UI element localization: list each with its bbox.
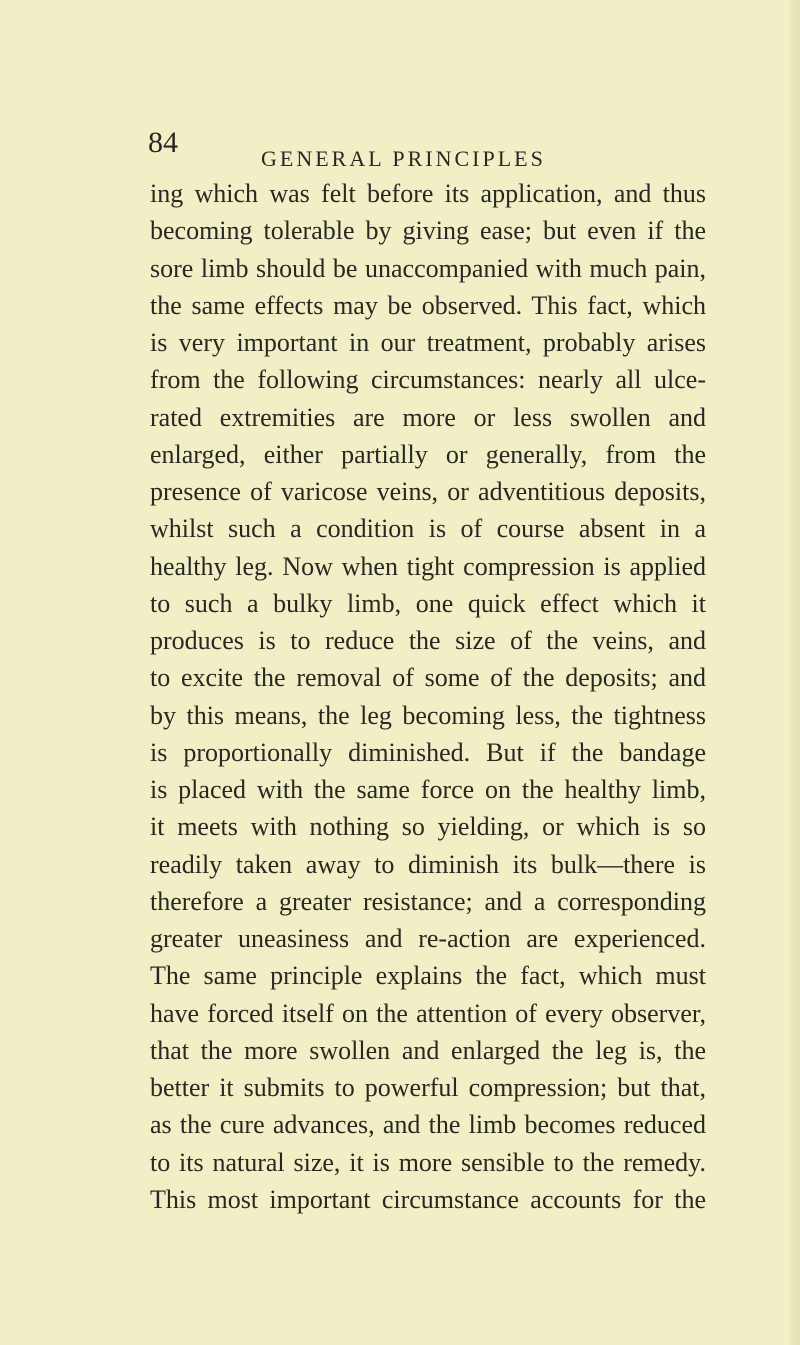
text-line: presence of varicose veins, or adventitious deposits, bbox=[150, 477, 706, 506]
text-line: that the more swollen and enlarged the leg is, the bbox=[150, 1035, 706, 1065]
text-line: whilst such a condition is of course absent in a bbox=[150, 514, 706, 544]
running-head: GENERAL PRINCIPLES bbox=[261, 146, 546, 171]
text-line: the same effects may be observed. This fact, which bbox=[150, 290, 706, 320]
text-line: to excite the removal of some of the deposits; and bbox=[150, 663, 706, 693]
text-line: rated extremities are more or less swollen and bbox=[150, 402, 706, 432]
text-line: The same principle explains the fact, which must bbox=[150, 961, 706, 991]
text-line: to its natural size, it is more sensible to the remedy. bbox=[150, 1147, 706, 1177]
text-line: sore limb should be unaccompanied with much pain, bbox=[150, 253, 706, 283]
text-line: by this means, the leg becoming less, the tightness bbox=[150, 700, 706, 730]
text-line: produces is to reduce the size of the veins, and bbox=[150, 626, 706, 655]
text-line: from the following circumstances: nearly all ulce- bbox=[150, 365, 706, 395]
text-line: readily taken away to diminish its bulk—there is bbox=[150, 849, 706, 879]
text-line: This most important circumstance accounts for the bbox=[150, 1184, 706, 1214]
page-edge bbox=[790, 0, 800, 1345]
body-text bbox=[150, 175, 706, 1218]
text-line: is proportionally diminished. But if the bandage bbox=[150, 737, 706, 767]
text-line: it meets with nothing so yielding, or which is so bbox=[150, 812, 706, 842]
text-line: becoming tolerable by giving ease; but even if the bbox=[150, 216, 706, 246]
text-line: is very important in our treatment, probably arises bbox=[150, 328, 706, 357]
text-line: enlarged, either partially or generally, from the bbox=[150, 439, 706, 469]
text-line: have forced itself on the attention of every observer, bbox=[150, 998, 706, 1028]
text-line: greater uneasiness and re-action are experienced. bbox=[150, 924, 706, 953]
page-number: 84 bbox=[148, 126, 178, 159]
text-line: as the cure advances, and the limb becomes reduced bbox=[150, 1110, 706, 1140]
text-line: is placed with the same force on the healthy limb, bbox=[150, 775, 706, 804]
text-line: better it submits to powerful compression; but that, bbox=[150, 1073, 706, 1102]
text-line: ing which was felt before its application, and thus bbox=[150, 179, 706, 208]
page-header bbox=[148, 128, 708, 180]
text-line: therefore a greater resistance; and a corresponding bbox=[150, 886, 706, 916]
text-line: to such a bulky limb, one quick effect which it bbox=[150, 588, 706, 618]
text-line: healthy leg. Now when tight compression is applied bbox=[150, 551, 706, 581]
